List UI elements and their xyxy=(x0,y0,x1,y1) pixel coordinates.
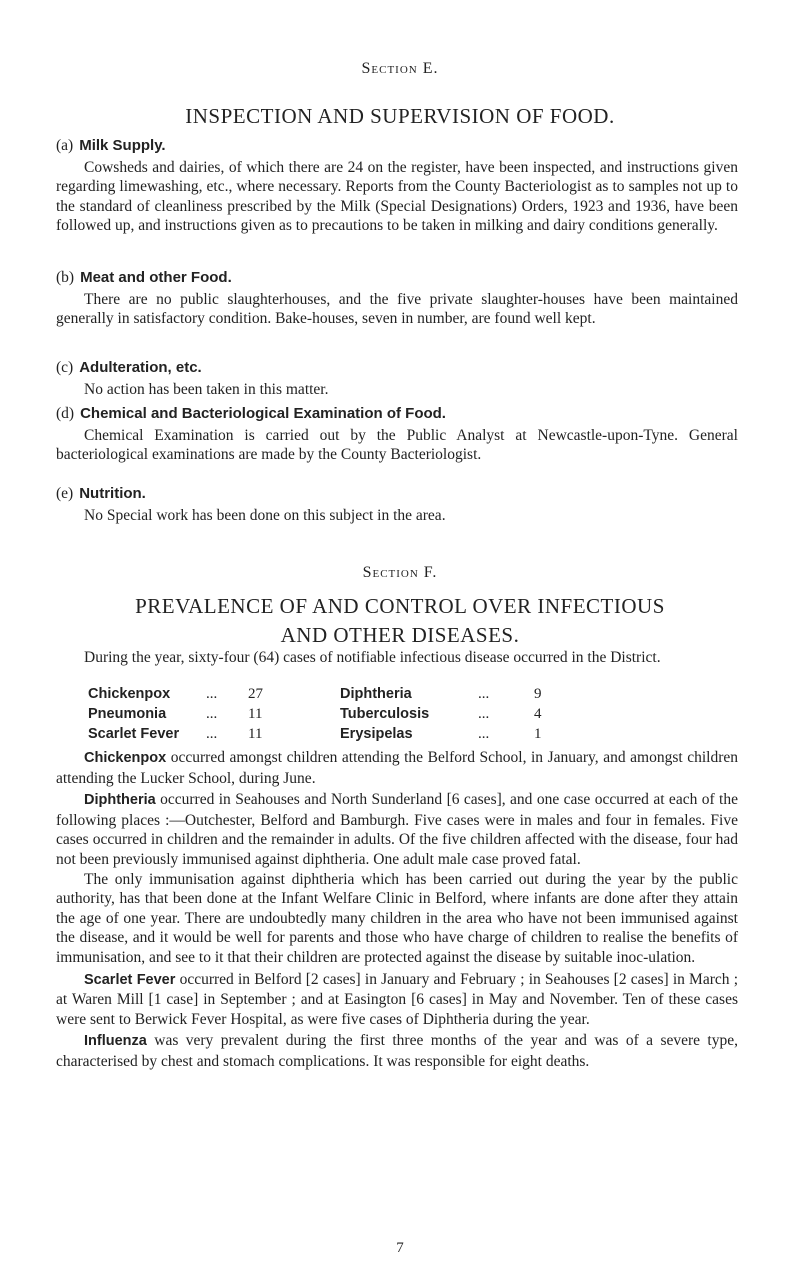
disease-keyword: Influenza xyxy=(84,1033,147,1050)
disease-keyword: Scarlet Fever xyxy=(84,971,176,988)
leader-dots: ... xyxy=(478,686,490,702)
section-f-heading-line1: PREVALENCE OF AND CONTROL OVER INFECTIOUS xyxy=(135,594,665,618)
item-text: No Special work has been done on this subject in the area. xyxy=(84,506,446,524)
case-count: 11 xyxy=(248,706,263,722)
item-letter: (d) xyxy=(56,405,75,422)
item-title: Chemical and Bacteriological Examination of Food. xyxy=(80,405,446,422)
scarlet-fever-paragraph xyxy=(56,970,738,1030)
chickenpox-paragraph xyxy=(56,748,738,788)
disease-name: Pneumonia xyxy=(88,706,167,722)
case-count: 4 xyxy=(534,706,542,722)
disease-name: Erysipelas xyxy=(340,726,413,742)
paragraph-text: occurred in Belford [2 cases] in January and February ; in Seahouses [2 cases] in March ; at Waren Mill [1 case] in September ; and at Easington [6 cases] in May and November. Ten of these cases were sent to Berwick Fever Hospital, as were five cases of Diphtheria during the year. xyxy=(56,970,739,1028)
item-letter: (e) xyxy=(56,485,74,502)
immunisation-paragraph: The only immunisation against diphtheria which has been carried out during the year by the public authority, has that been done at the Infant Welfare Clinic in Belford, where infants are done after they attain the age of one year. There are undoubtedly many children in the area who have not been immunised against the disease, and it would be well for parents and those who have charge of children to realise the benefits of immunisation, and see to it that their children are protected against the disease by suitable inoc-ulation. xyxy=(56,870,738,966)
disease-keyword: Diphtheria xyxy=(84,792,156,809)
item-text: Chemical Examination is carried out by the Public Analyst at Newcastle-upon-Tyne. General bacteriological examinations are made by the County Bacteriologist. xyxy=(56,426,738,463)
item-text: No action has been taken in this matter. xyxy=(84,380,329,398)
item-title: Meat and other Food. xyxy=(80,269,232,286)
leader-dots: ... xyxy=(478,706,490,722)
item-title: Nutrition. xyxy=(79,485,146,502)
item-text: There are no public slaughterhouses, and the five private slaughter-houses have been maintained generally in satisfactory condition. Bake-houses, seven in number, are found well kept. xyxy=(56,290,738,327)
paragraph-text: was very prevalent during the first three months of the year and was of a severe type, characterised by chest and stomach complications. It was responsible for eight deaths. xyxy=(56,1032,738,1070)
subsection-chemical-examination xyxy=(56,404,738,465)
intro-text: During the year, sixty-four (64) cases of notifiable infectious disease occurred in the District. xyxy=(84,649,661,666)
case-count: 11 xyxy=(248,726,263,742)
leader-dots: ... xyxy=(206,726,218,742)
item-text: Cowsheds and dairies, of which there are 24 on the register, have been inspected, and instructions given regarding limewashing, etc., where necessary. Reports from the County Bacteriologist as to samples not up to the standard of cleanliness prescribed by the Milk (Special Designations) Orders, 1923 and 1936, have been followed up, and instructions given as to precautions to be taken in milking and dairy conditions generally. xyxy=(56,158,738,234)
disease-name: Diphtheria xyxy=(340,686,412,702)
disease-keyword: Chickenpox xyxy=(84,750,167,766)
disease-paragraphs xyxy=(56,748,738,1072)
page-number: 7 xyxy=(396,1240,404,1256)
subsection-nutrition xyxy=(56,484,738,525)
case-count: 27 xyxy=(248,686,263,702)
leader-dots: ... xyxy=(478,726,490,742)
item-title: Milk Supply. xyxy=(79,137,166,154)
subsection-meat xyxy=(56,268,738,329)
disease-name: Chickenpox xyxy=(88,686,171,702)
influenza-paragraph xyxy=(56,1031,738,1071)
item-letter: (b) xyxy=(56,269,75,286)
disease-name: Tuberculosis xyxy=(340,706,430,722)
section-e-heading: INSPECTION AND SUPERVISION OF FOOD. xyxy=(185,104,615,128)
leader-dots: ... xyxy=(206,706,218,722)
case-count: 1 xyxy=(534,726,542,742)
section-f-heading-line2: AND OTHER DISEASES. xyxy=(280,623,520,647)
leader-dots: ... xyxy=(206,686,218,702)
case-count: 9 xyxy=(534,686,542,702)
diphtheria-paragraph xyxy=(56,790,738,869)
paragraph-text: occurred in Seahouses and North Sunderland [6 cases], and one case occurred at each of the following places :—Outchester, Belford and Bamburgh. Five cases were in males and four in females. Five cases occurred in children and the remainder in adults. Of the five children affected with the disease, four had not been previously immunised against diphtheria. One adult male case proved fatal. xyxy=(56,791,738,868)
item-letter: (c) xyxy=(56,359,74,376)
item-title: Adulteration, etc. xyxy=(79,359,202,376)
section-e-label: Section E. xyxy=(361,60,439,77)
section-f-intro xyxy=(56,648,738,668)
paragraph-text: occurred amongst children attending the Belford School, in January, and amongst children attending the Lucker School, during June. xyxy=(56,749,738,787)
disease-name: Scarlet Fever xyxy=(88,726,180,742)
section-f-label: Section F. xyxy=(362,564,438,581)
subsection-adulteration xyxy=(56,358,738,399)
subsection-milk-supply xyxy=(56,136,738,236)
item-letter: (a) xyxy=(56,137,74,154)
